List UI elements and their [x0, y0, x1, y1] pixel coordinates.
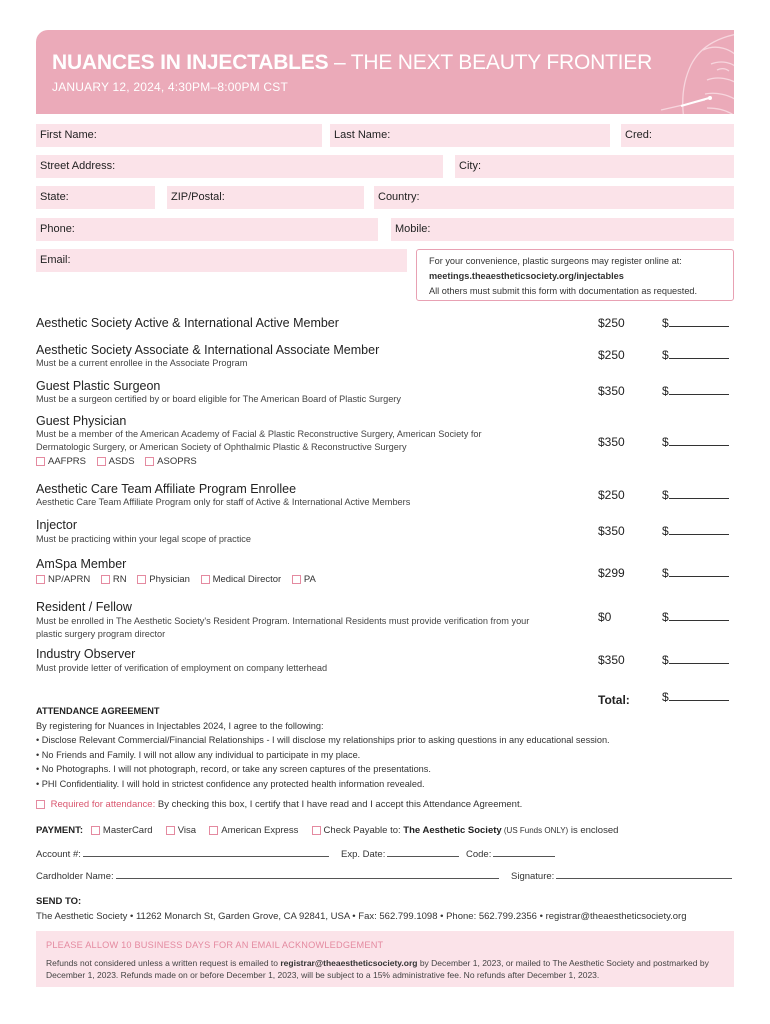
checkbox[interactable] — [36, 575, 45, 584]
registration-row — [36, 482, 734, 509]
option-np-aprn[interactable]: NP/APRN — [36, 574, 90, 585]
agreement-checkbox-row[interactable] — [36, 799, 522, 810]
total-blank[interactable]: $ — [662, 690, 734, 704]
code-field[interactable]: Code: — [466, 848, 555, 860]
header-banner — [36, 30, 734, 114]
registration-price: $250 — [598, 316, 625, 330]
registration-subtitle: Must provide letter of verification of employment on company letterhead — [36, 663, 328, 673]
agreement-intro: By registering for Nuances in Injectables 2024, I agree to the following: — [36, 720, 324, 731]
footer-heading: PLEASE ALLOW 10 BUSINESS DAYS FOR AN EMAIL ACKNOWLEDGEMENT — [46, 940, 384, 950]
checkbox[interactable] — [137, 575, 146, 584]
required-text: By checking this box, I certify that I have read and I accept this Attendance Agreement. — [155, 799, 523, 810]
physician-options — [36, 456, 734, 467]
cardholder-name-field[interactable]: Cardholder Name: — [36, 870, 499, 882]
checkbox[interactable] — [97, 457, 106, 466]
registration-row — [36, 647, 734, 675]
registration-price: $350 — [598, 384, 625, 398]
payment-label: PAYMENT: — [36, 825, 83, 836]
registration-price: $250 — [598, 348, 625, 362]
agreement-item: • Disclose Relevant Commercial/Financial Relationships - I will disclose my relationships prior to asking questions in any educational session. — [36, 735, 610, 745]
event-date: JANUARY 12, 2024, 4:30PM–8:00PM CST — [52, 80, 289, 94]
zip-field[interactable]: ZIP/Postal: — [167, 186, 364, 209]
registration-title: Guest Plastic Surgeon — [36, 379, 161, 393]
option-asoprs[interactable]: ASOPRS — [145, 456, 197, 467]
send-to — [36, 894, 687, 924]
signature-field[interactable]: Signature: — [511, 870, 732, 882]
amount-blank[interactable]: $ — [662, 316, 734, 330]
option-asds[interactable]: ASDS — [97, 456, 135, 467]
registration-subtitle: Must be enrolled in The Aesthetic Society's Resident Program. International Residents must provide verification from your plastic surgery program director — [36, 616, 530, 639]
mobile-field[interactable]: Mobile: — [391, 218, 734, 241]
amount-blank[interactable]: $ — [662, 524, 734, 538]
amount-blank[interactable]: $ — [662, 348, 734, 362]
checkbox[interactable] — [201, 575, 210, 584]
registrar-email-link[interactable]: registrar@theaestheticsociety.org — [280, 957, 418, 968]
registration-title: Resident / Fellow — [36, 600, 132, 614]
amspa-options — [36, 574, 734, 585]
registration-row — [36, 557, 734, 585]
cred-field[interactable]: Cred: — [621, 124, 734, 147]
last-name-field[interactable]: Last Name: — [330, 124, 610, 147]
send-heading: SEND TO: — [36, 896, 82, 907]
state-field[interactable]: State: — [36, 186, 155, 209]
refund-policy-box — [36, 931, 734, 987]
option-medical-director[interactable]: Medical Director — [201, 574, 282, 585]
checkbox[interactable] — [145, 457, 154, 466]
registration-title: Aesthetic Society Active & International Active Member — [36, 316, 339, 330]
agreement-checkbox[interactable] — [36, 800, 45, 809]
total-label: Total: — [598, 693, 630, 707]
checkbox[interactable] — [312, 826, 321, 835]
registration-row — [36, 343, 734, 370]
agreement-heading: ATTENDANCE AGREEMENT — [36, 706, 160, 716]
registration-subtitle: Must be a surgeon certified by or board eligible for The American Board of Plastic Surgery — [36, 394, 401, 404]
amount-blank[interactable]: $ — [662, 610, 734, 624]
registration-subtitle: Must be a member of the American Academy of Facial & Plastic Reconstructive Surgery, American Society for Dermatologic Surgery, or American Society of Ophthalmic Plastic & Reconstructive Surgery — [36, 429, 482, 452]
payment-option-visa[interactable]: Visa — [166, 825, 196, 836]
checkbox[interactable] — [292, 575, 301, 584]
amount-blank[interactable]: $ — [662, 435, 734, 449]
registration-subtitle: Must be a current enrollee in the Associate Program — [36, 358, 248, 368]
exp-date-field[interactable]: Exp. Date: — [341, 848, 459, 860]
agreement-item: • No Photographs. I will not photograph, record, or take any screen captures of the presentations. — [36, 764, 431, 774]
face-illustration-icon — [621, 30, 734, 114]
payment-option-amex[interactable]: American Express — [209, 825, 298, 836]
checkbox[interactable] — [209, 826, 218, 835]
checkbox[interactable] — [36, 457, 45, 466]
phone-field[interactable]: Phone: — [36, 218, 378, 241]
option-pa[interactable]: PA — [292, 574, 316, 585]
first-name-field[interactable]: First Name: — [36, 124, 322, 147]
registration-price: $350 — [598, 524, 625, 538]
registration-title: AmSpa Member — [36, 557, 127, 571]
agreement-item: • PHI Confidentiality. I will hold in strictest confidence any protected health information revealed. — [36, 778, 425, 789]
registration-row — [36, 600, 734, 640]
registration-title: Aesthetic Care Team Affiliate Program Enrollee — [36, 482, 297, 496]
checkbox[interactable] — [166, 826, 175, 835]
page-title: NUANCES IN INJECTABLES – THE NEXT BEAUTY FRONTIER — [52, 51, 653, 74]
registration-row — [36, 316, 734, 330]
country-field[interactable]: Country: — [374, 186, 734, 209]
registration-subtitle: Must be practicing within your legal scope of practice — [36, 534, 251, 544]
registration-price: $350 — [598, 653, 625, 667]
amount-blank[interactable]: $ — [662, 653, 734, 667]
amount-blank[interactable]: $ — [662, 384, 734, 398]
registration-title: Injector — [36, 518, 77, 532]
send-address: The Aesthetic Society • 11262 Monarch St, Garden Grove, CA 92841, USA • Fax: 562.799.1098 • Phone: 562.799.2356 • registrar@theaestheticsociety.org — [36, 911, 687, 922]
option-aafprs[interactable]: AAFPRS — [36, 456, 86, 467]
note-line-1: For your convenience, plastic surgeons may register online at: — [429, 256, 682, 266]
city-field[interactable]: City: — [455, 155, 734, 178]
registration-title: Guest Physician — [36, 414, 127, 428]
email-field[interactable]: Email: — [36, 249, 407, 272]
registration-subtitle: Aesthetic Care Team Affiliate Program only for staff of Active & International Active Members — [36, 497, 411, 507]
payment-option-mastercard[interactable]: MasterCard — [91, 825, 153, 836]
registration-title: Aesthetic Society Associate & International Associate Member — [36, 343, 380, 357]
checkbox[interactable] — [101, 575, 110, 584]
registration-price: $0 — [598, 610, 612, 624]
registration-url-link[interactable]: meetings.theaestheticsociety.org/injectables — [429, 271, 624, 281]
amount-blank[interactable]: $ — [662, 566, 734, 580]
refund-text: Refunds not considered unless a written request is emailed to registrar@theaestheticsociety.org by December 1, 2023, or mailed to The Aesthetic Society and postmarked by December 1, 2023. Refunds made on or before December 1, 2023, will be subject to a 15% administrative fee. No refunds after December 1, 2023. — [46, 957, 709, 980]
amount-blank[interactable]: $ — [662, 488, 734, 502]
account-number-field[interactable]: Account #: — [36, 848, 329, 860]
agreement-item: • No Friends and Family. I will not allow any individual to participate in my place. — [36, 749, 361, 760]
checkbox[interactable] — [91, 826, 100, 835]
registration-row — [36, 414, 734, 467]
payment-row — [36, 825, 618, 836]
required-label: Required for attendance: — [50, 799, 156, 810]
attendance-agreement — [36, 704, 734, 791]
payment-option-check[interactable]: Check Payable to: The Aesthetic Society (US Funds ONLY) is enclosed — [312, 825, 619, 836]
registration-row — [36, 379, 734, 406]
option-physician[interactable]: Physician — [137, 574, 190, 585]
registration-row — [36, 518, 734, 546]
registration-price: $299 — [598, 566, 625, 580]
registration-price: $350 — [598, 435, 625, 449]
note-line-3: All others must submit this form with documentation as requested. — [429, 286, 698, 296]
option-rn[interactable]: RN — [101, 574, 127, 585]
online-registration-note — [416, 249, 734, 301]
registration-title: Industry Observer — [36, 647, 136, 661]
registration-price: $250 — [598, 488, 625, 502]
street-address-field[interactable]: Street Address: — [36, 155, 443, 178]
